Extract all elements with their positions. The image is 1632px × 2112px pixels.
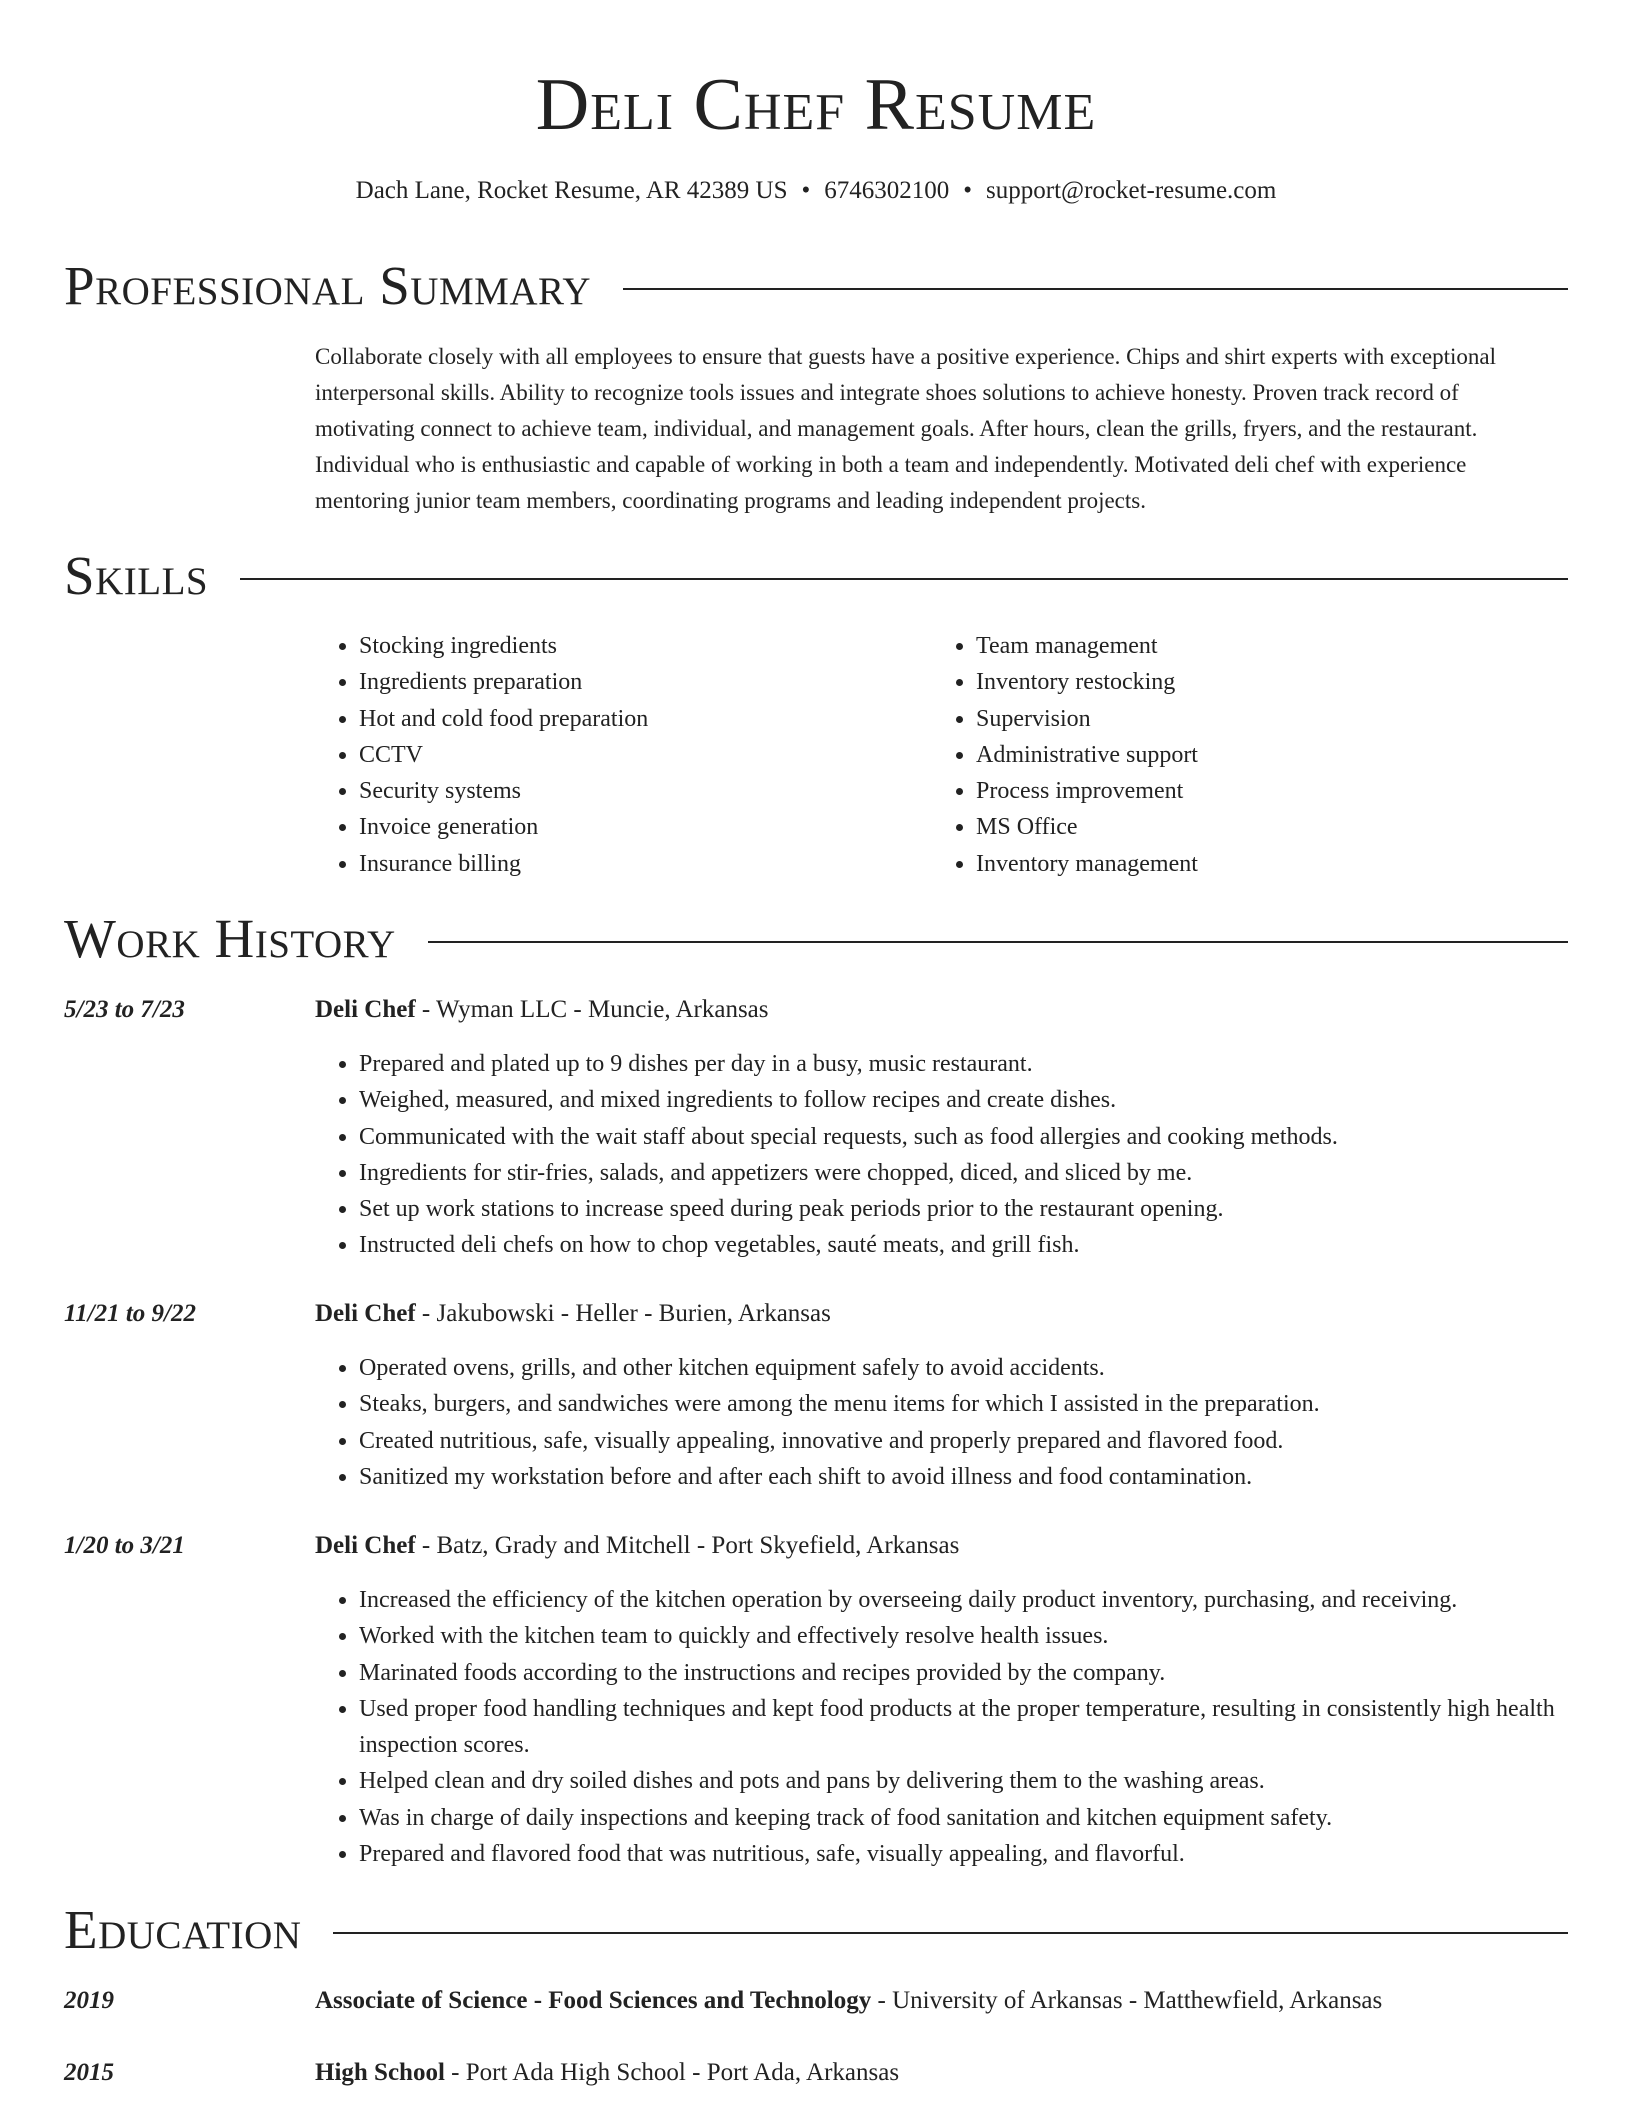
- contact-line: [0, 176, 1632, 206]
- education-school: - Port Ada High School - Port Ada, Arkansas: [444, 2059, 900, 2086]
- job-bullet: • Set up work stations to increase speed during peak periods prior to the restaurant opening.: [359, 1191, 1604, 1227]
- skill-item: • MS Office: [976, 809, 1536, 845]
- job-employer: - Jakubowski - Heller - Burien, Arkansas: [415, 1300, 831, 1327]
- section-heading-summary: [64, 256, 1568, 316]
- contact-separator: •: [963, 177, 973, 204]
- section-heading-education: [64, 1900, 1568, 1960]
- skill-item: • Hot and cold food preparation: [359, 701, 919, 737]
- education-degree: High School: [315, 2059, 445, 2086]
- contact-address: Dach Lane, Rocket Resume, AR 42389 US: [355, 177, 788, 204]
- job-bullet: • Helped clean and dry soiled dishes and pots and pans by delivering them to the washing areas.: [359, 1763, 1604, 1799]
- job-bullets: [315, 1350, 1604, 1495]
- section-heading-work-history: [64, 909, 1568, 969]
- job-bullet: • Increased the efficiency of the kitchen operation by overseeing daily product inventory, purchasing, and receiving.: [359, 1582, 1604, 1618]
- skills-column-2: [932, 628, 1536, 882]
- job-title: Deli Chef: [315, 1300, 416, 1327]
- skill-item: • Inventory management: [976, 846, 1536, 882]
- job-bullet: • Used proper food handling techniques and kept food products at the proper temperature, resulting in consistently high health inspection scores.: [359, 1691, 1604, 1764]
- job-bullet: • Steaks, burgers, and sandwiches were among the menu items for which I assisted in the preparation.: [359, 1386, 1604, 1422]
- section-title: Work History: [64, 909, 428, 969]
- job-dates: 5/23 to 7/23: [64, 996, 185, 1023]
- skills-column-1: [315, 628, 919, 882]
- skill-item: • Inventory restocking: [976, 664, 1536, 700]
- job-bullet: • Weighed, measured, and mixed ingredients to follow recipes and create dishes.: [359, 1082, 1604, 1118]
- contact-separator: •: [801, 177, 811, 204]
- education-heading: [315, 2058, 899, 2088]
- skill-item: • CCTV: [359, 737, 919, 773]
- job-title: Deli Chef: [315, 1532, 416, 1559]
- skill-item: • Process improvement: [976, 773, 1536, 809]
- job-title: Deli Chef: [315, 996, 416, 1023]
- job-dates: 1/20 to 3/21: [64, 1532, 185, 1559]
- job-employer: - Batz, Grady and Mitchell - Port Skyefield, Arkansas: [415, 1532, 960, 1559]
- skill-item: • Administrative support: [976, 737, 1536, 773]
- education-heading: [315, 1986, 1382, 2016]
- job-bullet: • Worked with the kitchen team to quickly and effectively resolve health issues.: [359, 1618, 1604, 1654]
- contact-email: support@rocket-resume.com: [986, 177, 1277, 204]
- job-bullet: • Instructed deli chefs on how to chop vegetables, sauté meats, and grill fish.: [359, 1227, 1604, 1263]
- page-title: Deli Chef Resume: [535, 64, 1097, 146]
- skill-item: • Invoice generation: [359, 809, 919, 845]
- job-heading: [315, 1531, 959, 1561]
- job-bullet: • Was in charge of daily inspections and keeping track of food sanitation and kitchen equipment safety.: [359, 1800, 1604, 1836]
- education-year: 2015: [64, 2059, 114, 2086]
- job-employer: - Wyman LLC - Muncie, Arkansas: [415, 996, 769, 1023]
- summary-text: Collaborate closely with all employees to ensure that guests have a positive experience. Chips and shirt experts with exceptional interpersonal skills. Ability to recognize tools issues and integrate shoes solutions to achieve honesty. Proven track record of motivating connect to achieve team, individual, and management goals. After hours, clean the grills, fryers, and the restaurant. Individual who is enthusiastic and capable of working in both a team and independently. Motivated deli chef with experience mentoring junior team members, coordinating programs and leading independent projects.: [315, 344, 1496, 513]
- job-bullets: [315, 1582, 1604, 1872]
- job-bullet: • Ingredients for stir-fries, salads, and appetizers were chopped, diced, and sliced by me.: [359, 1155, 1604, 1191]
- job-bullet: • Sanitized my workstation before and after each shift to avoid illness and food contamination.: [359, 1459, 1604, 1495]
- skill-item: • Supervision: [976, 701, 1536, 737]
- section-title: Professional Summary: [64, 256, 623, 316]
- job-heading: [315, 1299, 831, 1329]
- education-school: - University of Arkansas - Matthewfield, Arkansas: [871, 1987, 1383, 2014]
- skill-item: • Ingredients preparation: [359, 664, 919, 700]
- education-year: 2019: [64, 1987, 114, 2014]
- section-title: Skills: [64, 546, 240, 606]
- job-bullet: • Communicated with the wait staff about special requests, such as food allergies and cooking methods.: [359, 1119, 1604, 1155]
- contact-phone: 6746302100: [824, 177, 950, 204]
- section-title: Education: [64, 1900, 333, 1960]
- section-divider: [64, 578, 1568, 580]
- job-bullet: • Marinated foods according to the instructions and recipes provided by the company.: [359, 1655, 1604, 1691]
- education-degree: Associate of Science - Food Sciences and Technology: [315, 1987, 872, 2014]
- skill-item: • Security systems: [359, 773, 919, 809]
- skill-item: • Stocking ingredients: [359, 628, 919, 664]
- job-bullet: • Prepared and flavored food that was nutritious, safe, visually appealing, and flavorful.: [359, 1836, 1604, 1872]
- skill-item: • Insurance billing: [359, 846, 919, 882]
- skill-item: • Team management: [976, 628, 1536, 664]
- job-bullet: • Operated ovens, grills, and other kitchen equipment safely to avoid accidents.: [359, 1350, 1604, 1386]
- job-bullet: • Prepared and plated up to 9 dishes per day in a busy, music restaurant.: [359, 1046, 1604, 1082]
- job-bullet: • Created nutritious, safe, visually appealing, innovative and properly prepared and flavored food.: [359, 1423, 1604, 1459]
- job-dates: 11/21 to 9/22: [64, 1300, 196, 1327]
- job-heading: [315, 995, 769, 1025]
- section-heading-skills: [64, 546, 1568, 606]
- job-bullets: [315, 1046, 1604, 1264]
